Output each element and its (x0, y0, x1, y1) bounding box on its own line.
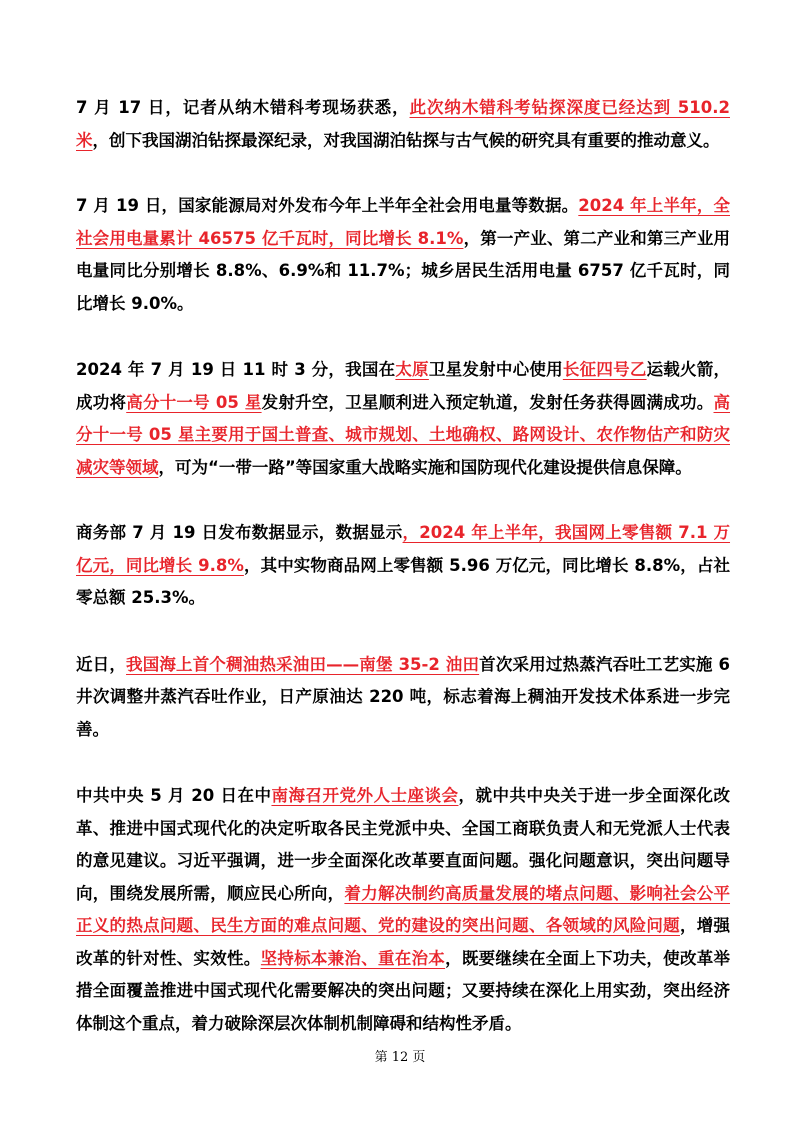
page-number: 第 12 页 (374, 1050, 426, 1065)
paragraph-6 (76, 780, 730, 1040)
highlighted-text: 南海召开党外人士座谈会 (271, 786, 459, 805)
body-text: 发射升空，卫星顺利进入预定轨道，发射任务获得圆满成功。 (261, 392, 714, 412)
highlighted-text: 我国海上首个稠油热采油田——南堡 35-2 油田 (126, 654, 480, 674)
paragraph-2 (76, 190, 730, 320)
body-text: 近日， (76, 654, 127, 674)
highlighted-text: 高分十一号 05 星主要用于国土普查、城市规划、土地确权、路网设计、农作物估产和防灾减灾等领域 (76, 392, 731, 477)
highlighted-text: 长征四号乙 (562, 360, 647, 379)
paragraph-1 (76, 92, 730, 157)
body-text: 2024 年 7 月 19 日 11 时 3 分，我国在 (76, 360, 396, 379)
highlighted-text: 太原 (395, 360, 429, 379)
body-text: ，可为“一带一路”等国家重大战略实施和国防现代化建设提供信息保障。 (158, 457, 692, 477)
highlighted-text: 高分十一号 05 星 (126, 392, 262, 412)
highlighted-text: 坚持标本兼治、重在治本 (260, 948, 446, 968)
body-text: 中共中央 5 月 20 日在中 (76, 786, 272, 805)
body-text: ，其中实物商品网上零售额 5.96 万亿元，同比增长 8.8%，占社零总额 25.3%。 (76, 555, 730, 607)
paragraph-4 (76, 517, 730, 615)
highlighted-text: ，2024 年上半年，我国网上零售额 7.1 万亿元，同比增长 9.8% (76, 523, 731, 575)
body-text: 商务部 7 月 19 日发布数据显示，数据显示 (76, 523, 403, 542)
body-text: 首次采用过热蒸汽吞吐工艺实施 6 井次调整井蒸汽吞吐作业，日产原油达 220 吨，标志着海上稠油开发技术体系进一步完善。 (76, 654, 730, 739)
body-text: ，创下我国湖泊钻探最深纪录，对我国湖泊钻探与古气候的研究具有重要的推动意义。 (92, 130, 720, 150)
body-text: 运载火箭，成功将 (76, 360, 731, 412)
paragraph-3 (76, 354, 730, 484)
body-text: 7 月 19 日，国家能源局对外发布今年上半年全社会用电量等数据。 (76, 196, 579, 215)
body-text: ，增强改革的针对性、实效性。 (76, 916, 731, 968)
paragraph-5 (76, 649, 730, 747)
highlighted-text: 2024 年上半年，全社会用电量累计 46575 亿千瓦时，同比增长 8.1% (76, 196, 730, 248)
highlighted-text: 此次纳木错科考钻探深度已经达到 510.2 米 (76, 98, 730, 150)
highlighted-text: 着力解决制约高质量发展的堵点问题、影响社会公平正义的热点问题、民生方面的难点问题、党的建设的突出问题、各领域的风险问题 (76, 883, 731, 935)
body-text: ，既要继续在全面上下功夫，使改革举措全面覆盖推进中国式现代化需要解决的突出问题；又要持续在深化上用实劲，突出经济体制这个重点，着力破除深层次体制机制障碍和结构性矛盾。 (76, 948, 731, 1033)
body-text: ，就中共中央关于进一步全面深化改革、推进中国式现代化的决定听取各民主党派中央、全国工商联负责人和无党派人士代表的意见建议。习近平强调，进一步全面深化改革要直面问题。强化问题意识，突出问题导向，围绕发展所需，顺应民心所向， (76, 786, 731, 903)
body-text: 7 月 17 日，记者从纳木错科考现场获悉， (76, 98, 410, 117)
body-text: ，第一产业、第二产业和第三产业用电量同比分别增长 8.8%、6.9%和 11.7%；城乡居民生活用电量 6757 亿千瓦时，同比增长 9.0%。 (76, 228, 730, 313)
body-text: 卫星发射中心使用 (428, 360, 563, 379)
